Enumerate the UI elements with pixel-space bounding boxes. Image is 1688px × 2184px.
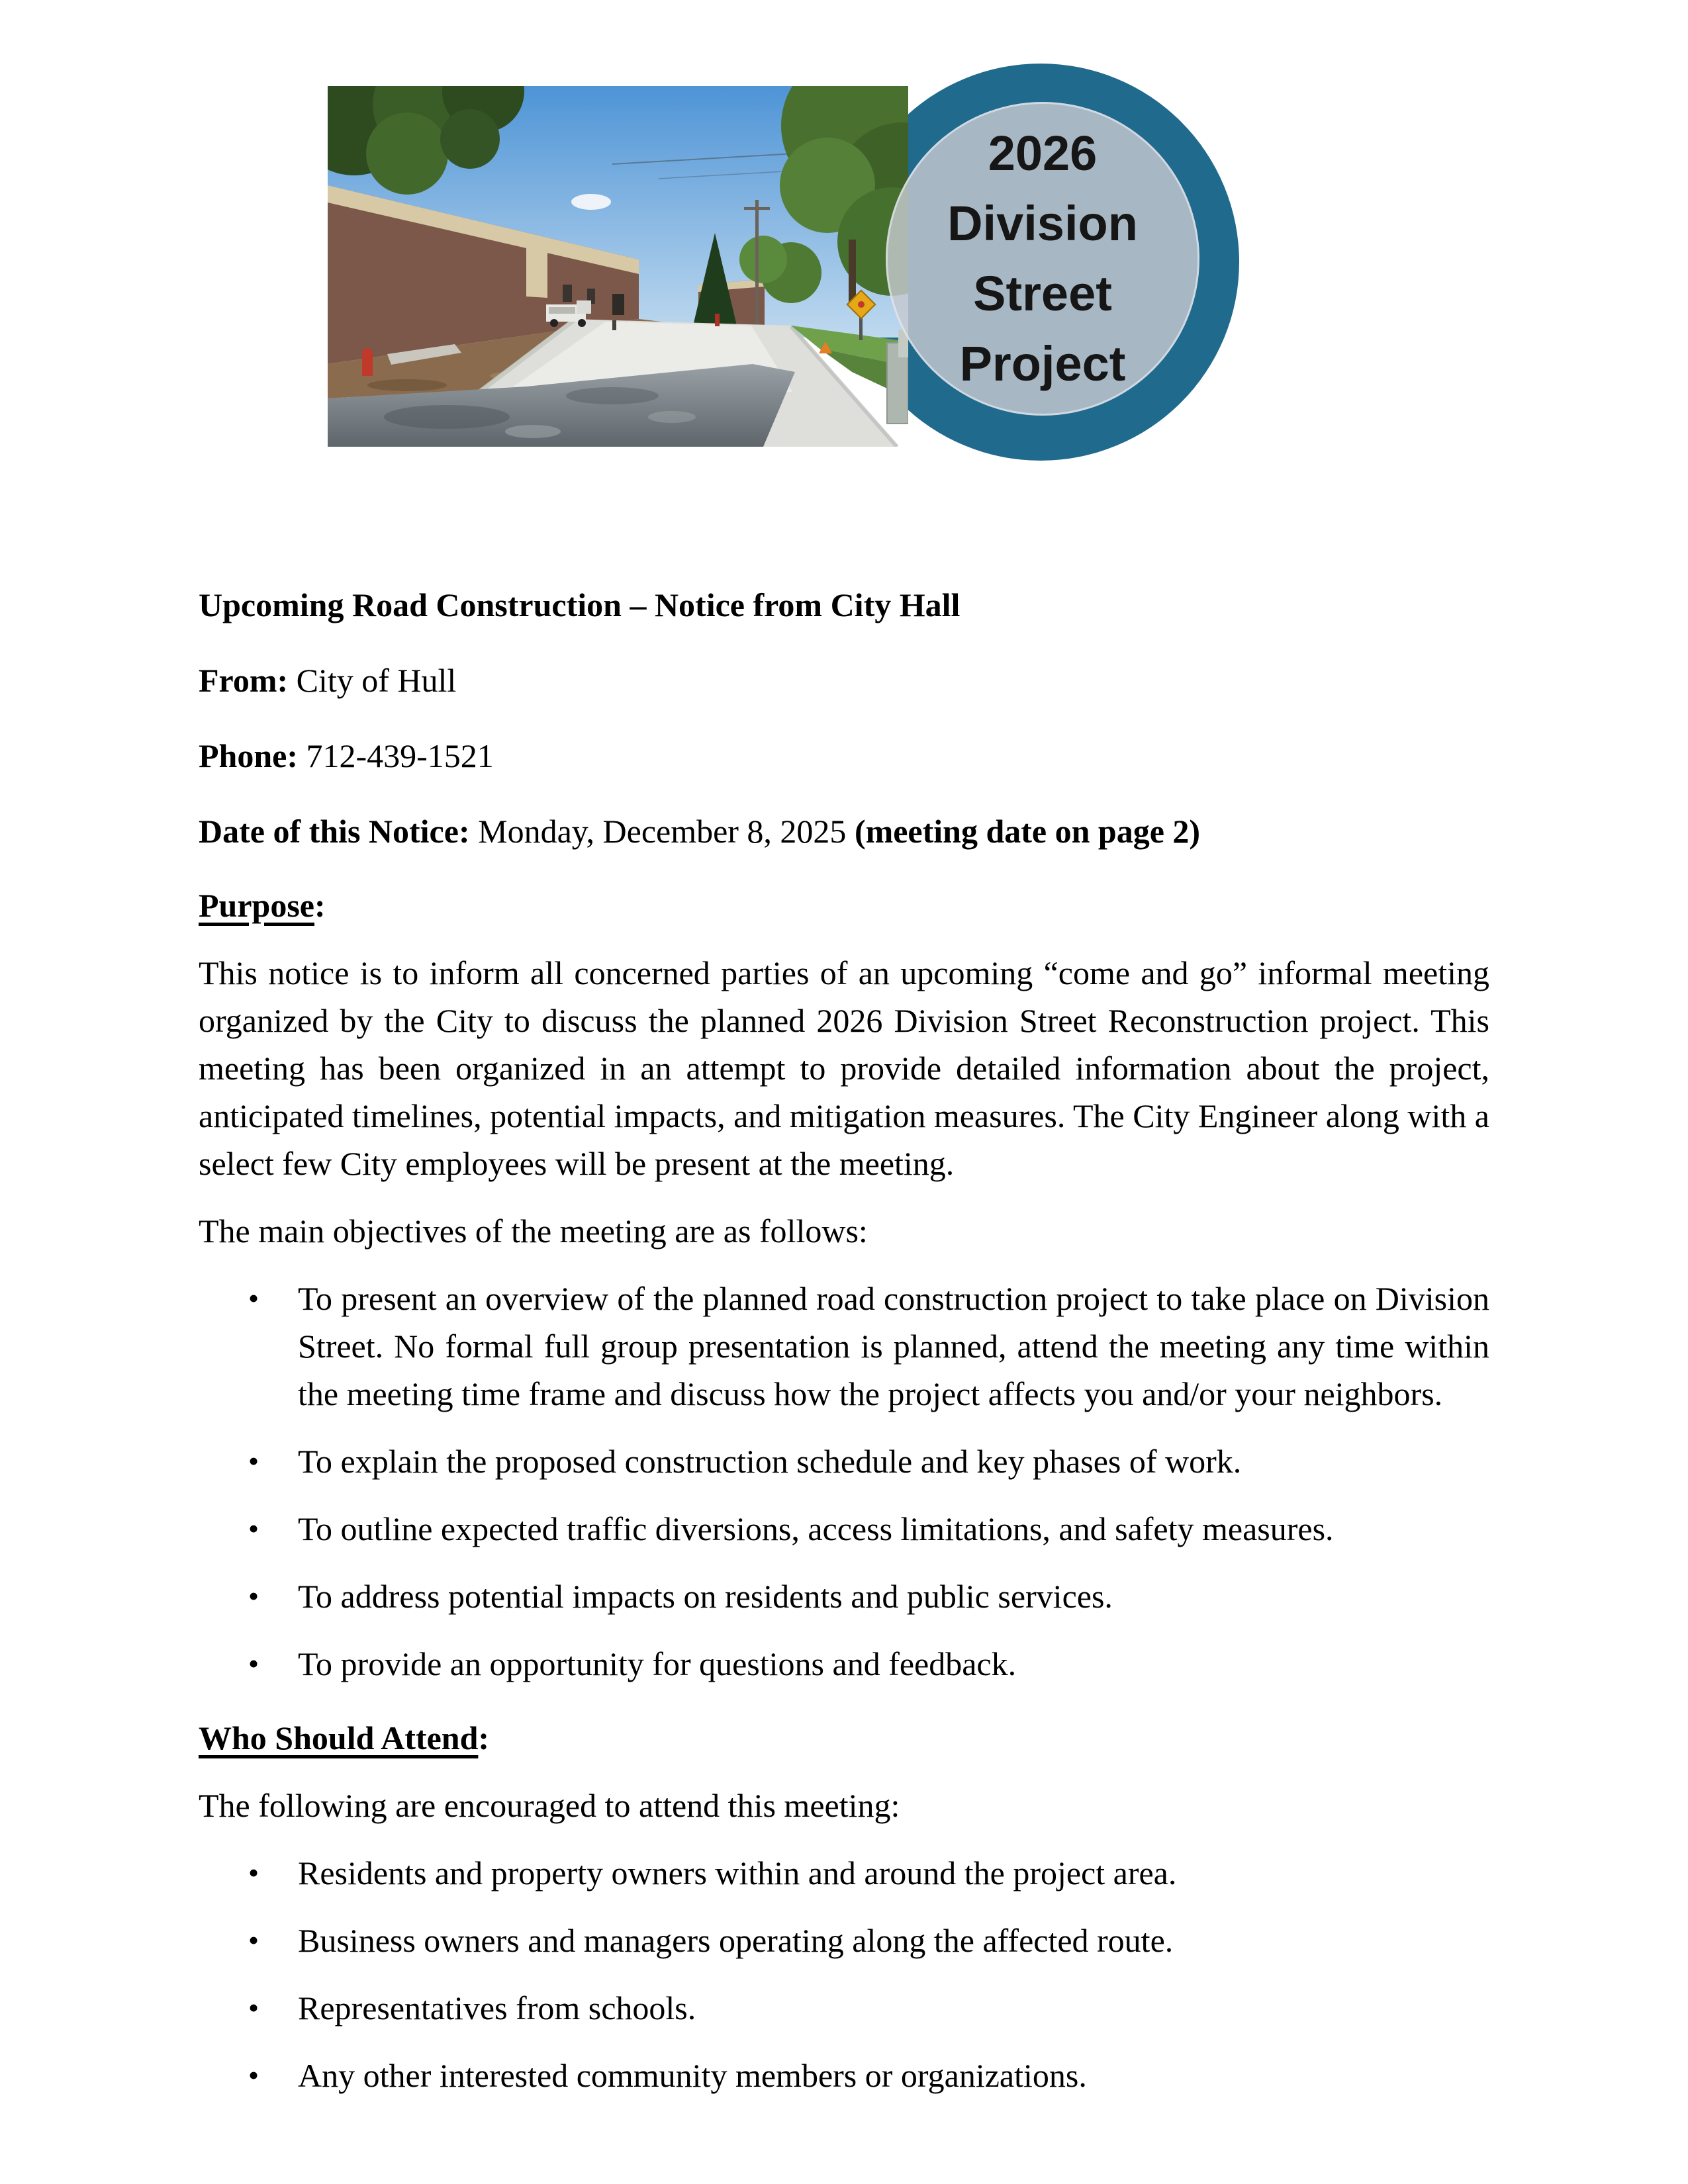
bullet-icon: • xyxy=(248,1647,259,1680)
date-suffix: (meeting date on page 2) xyxy=(854,813,1201,850)
list-item-text: To outline expected traffic diversions, access limitations, and safety measures. xyxy=(298,1510,1334,1547)
list-item-text: To address potential impacts on residents and public services. xyxy=(298,1578,1113,1615)
attendees-list xyxy=(199,1849,1489,2099)
bullet-icon: • xyxy=(248,1856,259,1889)
notice-title: Upcoming Road Construction – Notice from City Hall xyxy=(199,586,961,623)
photo-hydrant xyxy=(362,348,373,376)
bullet-icon: • xyxy=(248,1281,259,1315)
date-value: Monday, December 8, 2025 xyxy=(478,813,847,850)
list-item-text: Residents and property owners within and around the project area. xyxy=(298,1854,1177,1891)
badge-line-division: Division xyxy=(947,196,1138,251)
objectives-list xyxy=(199,1275,1489,1688)
date-label: Date of this Notice: xyxy=(199,813,470,850)
list-item xyxy=(199,1917,1489,1964)
purpose-heading-text: Purpose xyxy=(199,887,314,924)
purpose-heading-colon: : xyxy=(314,887,326,924)
badge-circle xyxy=(886,102,1199,416)
attend-heading-text: Who Should Attend xyxy=(199,1719,479,1756)
list-item xyxy=(199,1572,1489,1620)
phone-line xyxy=(199,732,1489,780)
bullet-icon: • xyxy=(248,1923,259,1957)
phone-label: Phone: xyxy=(199,737,298,774)
bullet-icon: • xyxy=(248,1579,259,1613)
header-graphic xyxy=(0,0,1688,503)
bullet-icon: • xyxy=(248,2058,259,2092)
from-label: From: xyxy=(199,662,289,699)
list-item xyxy=(199,2052,1489,2099)
list-item-text: To present an overview of the planned road construction project to take place on Division Street. No formal full group presentation is planned, attend the meeting any time within the meeting time frame and discuss how the project affects you and/or your neighbors. xyxy=(298,1280,1489,1412)
list-item-text: Representatives from schools. xyxy=(298,1989,696,2026)
list-item-text: To provide an opportunity for questions and feedback. xyxy=(298,1645,1017,1682)
attend-heading xyxy=(199,1714,1489,1762)
badge-line-year: 2026 xyxy=(988,126,1098,181)
attend-heading-colon: : xyxy=(478,1719,490,1756)
purpose-paragraph: This notice is to inform all concerned parties of an upcoming “come and go” informal meeting organized by the City to discuss the planned 2026 Division Street Reconstruction project. This meeting has been organized in an attempt to provide detailed information about the project, anticipated timelines, potential impacts, and mitigation measures. The City Engineer along with a select few City employees will be present at the meeting. xyxy=(199,954,1489,1182)
list-item xyxy=(199,1849,1489,1897)
list-item xyxy=(199,1275,1489,1418)
badge-line-project: Project xyxy=(959,336,1126,391)
phone-value: 712-439-1521 xyxy=(306,737,494,774)
notice-body xyxy=(199,581,1489,2099)
list-item-text: Any other interested community members or organizations. xyxy=(298,2057,1087,2094)
list-item xyxy=(199,1984,1489,2032)
date-line xyxy=(199,807,1489,855)
from-line xyxy=(199,657,1489,704)
objectives-intro: The main objectives of the meeting are as follows: xyxy=(199,1212,868,1250)
badge-line-street: Street xyxy=(973,266,1112,321)
from-value: City of Hull xyxy=(296,662,457,699)
construction-photo xyxy=(328,86,908,447)
list-item xyxy=(199,1640,1489,1688)
list-item-text: Business owners and managers operating along the affected route. xyxy=(298,1922,1174,1959)
purpose-heading xyxy=(199,882,1489,929)
attend-intro: The following are encouraged to attend this meeting: xyxy=(199,1787,900,1824)
bullet-icon: • xyxy=(248,1512,259,1545)
badge-title xyxy=(947,118,1138,399)
bullet-icon: • xyxy=(248,1444,259,1478)
list-item-text: To explain the proposed construction schedule and key phases of work. xyxy=(298,1443,1242,1480)
bullet-icon: • xyxy=(248,1991,259,2025)
list-item xyxy=(199,1505,1489,1553)
list-item xyxy=(199,1437,1489,1485)
